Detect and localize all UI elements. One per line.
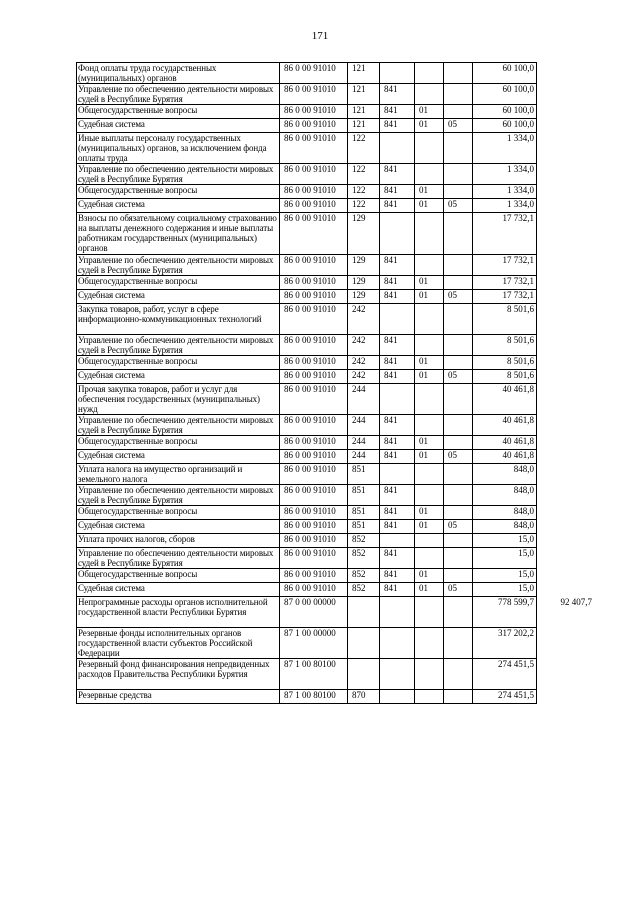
row-expense-type: 244	[348, 415, 380, 436]
row-expense-type: 129	[348, 255, 380, 276]
row-administrator	[380, 133, 415, 164]
row-expense-type: 244	[348, 384, 380, 415]
table-row	[77, 164, 537, 185]
row-target-code: 87 1 00 80100	[280, 659, 348, 690]
row-subsection	[444, 534, 473, 548]
row-expense-type: 242	[348, 304, 380, 335]
row-expense-type: 851	[348, 506, 380, 520]
row-target-code: 86 0 00 91010	[280, 569, 348, 583]
row-target-code: 86 0 00 91010	[280, 370, 348, 384]
row-administrator: 841	[380, 255, 415, 276]
row-name: Уплата прочих налогов, сборов	[77, 534, 280, 548]
row-section	[415, 597, 444, 628]
row-subsection	[444, 304, 473, 335]
row-expense-type: 129	[348, 213, 380, 255]
row-name: Общегосударственные вопросы	[77, 506, 280, 520]
row-target-code: 86 0 00 91010	[280, 133, 348, 164]
row-amount: 8 501,6	[473, 370, 537, 384]
row-name: Резервные средства	[77, 690, 280, 704]
table-row	[77, 290, 537, 304]
table-row	[77, 659, 537, 690]
row-expense-type: 129	[348, 290, 380, 304]
row-name: Управление по обеспечению деятельности мировых судей в Республике Бурятия	[77, 335, 280, 356]
row-name: Прочая закупка товаров, работ и услуг для обеспечения государственных (муниципальных) нужд	[77, 384, 280, 415]
table-row	[77, 548, 537, 569]
row-administrator: 841	[380, 415, 415, 436]
table-row	[77, 506, 537, 520]
row-amount: 40 461,8	[473, 384, 537, 415]
row-name: Фонд оплаты труда государственных (муниципальных) органов	[77, 63, 280, 84]
row-amount: 40 461,8	[473, 415, 537, 436]
row-target-code: 87 1 00 00000	[280, 628, 348, 659]
table-row	[77, 84, 537, 105]
row-subsection	[444, 255, 473, 276]
row-target-code: 86 0 00 91010	[280, 534, 348, 548]
row-target-code: 86 0 00 91010	[280, 335, 348, 356]
row-target-code: 87 1 00 80100	[280, 690, 348, 704]
table-row	[77, 690, 537, 704]
row-subsection	[444, 213, 473, 255]
row-expense-type: 122	[348, 164, 380, 185]
row-administrator	[380, 63, 415, 84]
row-administrator	[380, 690, 415, 704]
row-target-code: 86 0 00 91010	[280, 199, 348, 213]
row-section	[415, 659, 444, 690]
row-subsection	[444, 597, 473, 628]
row-name: Взносы по обязательному социальному страхованию на выплаты денежного содержания и иные выплаты работникам государственных (муниципальных) органов	[77, 213, 280, 255]
row-name: Судебная система	[77, 119, 280, 133]
row-subsection	[444, 384, 473, 415]
row-name: Судебная система	[77, 583, 280, 597]
row-target-code: 86 0 00 91010	[280, 185, 348, 199]
row-section	[415, 690, 444, 704]
row-amount: 60 100,0	[473, 84, 537, 105]
row-subsection	[444, 548, 473, 569]
row-name: Общегосударственные вопросы	[77, 276, 280, 290]
row-amount: 17 732,1	[473, 255, 537, 276]
row-name: Судебная система	[77, 450, 280, 464]
row-amount: 8 501,6	[473, 304, 537, 335]
row-administrator: 841	[380, 506, 415, 520]
table-row	[77, 335, 537, 356]
row-name: Общегосударственные вопросы	[77, 185, 280, 199]
row-expense-type: 121	[348, 63, 380, 84]
row-name: Управление по обеспечению деятельности мировых судей в Республике Бурятия	[77, 548, 280, 569]
row-amount: 1 334,0	[473, 199, 537, 213]
row-section: 01	[415, 290, 444, 304]
row-section	[415, 628, 444, 659]
table-row	[77, 450, 537, 464]
table-row	[77, 520, 537, 534]
row-administrator	[380, 534, 415, 548]
row-target-code: 86 0 00 91010	[280, 450, 348, 464]
row-subsection: 05	[444, 199, 473, 213]
row-name: Уплата налога на имущество организаций и земельного налога	[77, 464, 280, 485]
table-row	[77, 199, 537, 213]
table-row	[77, 534, 537, 548]
row-administrator: 841	[380, 119, 415, 133]
table-row	[77, 255, 537, 276]
row-amount: 17 732,1	[473, 290, 537, 304]
table-row	[77, 133, 537, 164]
row-amount: 274 451,5	[473, 659, 537, 690]
row-subsection	[444, 63, 473, 84]
row-name: Непрограммные расходы органов исполнительной государственной власти Республики Бурятия	[77, 597, 280, 628]
row-amount: 60 100,0	[473, 119, 537, 133]
row-amount: 848,0	[473, 485, 537, 506]
row-subsection	[444, 485, 473, 506]
row-amount: 1 334,0	[473, 164, 537, 185]
row-section	[415, 485, 444, 506]
row-amount: 848,0	[473, 520, 537, 534]
row-target-code: 86 0 00 91010	[280, 304, 348, 335]
row-target-code: 86 0 00 91010	[280, 255, 348, 276]
row-administrator	[380, 597, 415, 628]
row-expense-type: 852	[348, 548, 380, 569]
table-row	[77, 185, 537, 199]
row-amount: 60 100,0	[473, 105, 537, 119]
row-amount: 8 501,6	[473, 335, 537, 356]
row-amount: 40 461,8	[473, 450, 537, 464]
row-section	[415, 164, 444, 185]
row-administrator	[380, 464, 415, 485]
row-expense-type: 121	[348, 105, 380, 119]
row-administrator: 841	[380, 436, 415, 450]
row-administrator: 841	[380, 185, 415, 199]
row-target-code: 86 0 00 91010	[280, 105, 348, 119]
row-subsection	[444, 659, 473, 690]
row-name: Общегосударственные вопросы	[77, 105, 280, 119]
row-name: Судебная система	[77, 290, 280, 304]
table-row	[77, 119, 537, 133]
row-section: 01	[415, 356, 444, 370]
row-section: 01	[415, 506, 444, 520]
row-expense-type: 122	[348, 199, 380, 213]
table-row	[77, 370, 537, 384]
row-name: Судебная система	[77, 370, 280, 384]
row-expense-type: 870	[348, 690, 380, 704]
row-subsection	[444, 569, 473, 583]
row-administrator: 841	[380, 276, 415, 290]
row-subsection	[444, 628, 473, 659]
row-target-code: 86 0 00 91010	[280, 63, 348, 84]
row-section	[415, 255, 444, 276]
row-subsection	[444, 84, 473, 105]
table-row	[77, 583, 537, 597]
budget-table-body	[77, 63, 537, 704]
row-section	[415, 534, 444, 548]
row-amount: 848,0	[473, 506, 537, 520]
row-administrator: 841	[380, 548, 415, 569]
row-name: Судебная система	[77, 520, 280, 534]
row-target-code: 86 0 00 91010	[280, 384, 348, 415]
row-section	[415, 213, 444, 255]
row-section: 01	[415, 105, 444, 119]
row-section: 01	[415, 569, 444, 583]
row-amount: 1 334,0	[473, 133, 537, 164]
row-expense-type: 129	[348, 276, 380, 290]
table-row	[77, 356, 537, 370]
row-subsection	[444, 185, 473, 199]
row-target-code: 86 0 00 91010	[280, 356, 348, 370]
row-subsection: 05	[444, 450, 473, 464]
row-name: Общегосударственные вопросы	[77, 356, 280, 370]
row-section: 01	[415, 583, 444, 597]
row-subsection	[444, 690, 473, 704]
row-administrator	[380, 628, 415, 659]
row-section: 01	[415, 520, 444, 534]
row-section: 01	[415, 276, 444, 290]
row-subsection	[444, 335, 473, 356]
row-amount: 317 202,2	[473, 628, 537, 659]
row-administrator: 841	[380, 583, 415, 597]
row-section: 01	[415, 436, 444, 450]
row-target-code: 86 0 00 91010	[280, 290, 348, 304]
table-row	[77, 63, 537, 84]
row-administrator	[380, 304, 415, 335]
extra-column-value: 92 407,7	[560, 596, 592, 607]
row-expense-type: 122	[348, 133, 380, 164]
row-subsection: 05	[444, 520, 473, 534]
row-subsection	[444, 133, 473, 164]
row-target-code: 86 0 00 91010	[280, 119, 348, 133]
row-subsection	[444, 276, 473, 290]
row-target-code: 86 0 00 91010	[280, 464, 348, 485]
row-name: Иные выплаты персоналу государственных (муниципальных) органов, за исключением фонда оплаты труда	[77, 133, 280, 164]
row-section	[415, 384, 444, 415]
table-row	[77, 304, 537, 335]
row-administrator: 841	[380, 569, 415, 583]
row-administrator: 841	[380, 335, 415, 356]
row-expense-type: 851	[348, 520, 380, 534]
row-amount: 15,0	[473, 548, 537, 569]
row-administrator: 841	[380, 370, 415, 384]
row-expense-type: 852	[348, 569, 380, 583]
row-expense-type: 121	[348, 84, 380, 105]
row-expense-type: 121	[348, 119, 380, 133]
row-section	[415, 133, 444, 164]
row-expense-type: 242	[348, 356, 380, 370]
table-row	[77, 213, 537, 255]
table-row	[77, 384, 537, 415]
row-amount: 8 501,6	[473, 356, 537, 370]
row-expense-type: 122	[348, 185, 380, 199]
row-section	[415, 84, 444, 105]
row-name: Закупка товаров, работ, услуг в сфере информационно-коммуникационных технологий	[77, 304, 280, 335]
row-section: 01	[415, 199, 444, 213]
row-amount: 848,0	[473, 464, 537, 485]
row-administrator: 841	[380, 485, 415, 506]
row-subsection: 05	[444, 583, 473, 597]
table-row	[77, 597, 537, 628]
row-subsection	[444, 105, 473, 119]
row-subsection	[444, 356, 473, 370]
row-expense-type: 851	[348, 464, 380, 485]
row-expense-type	[348, 597, 380, 628]
row-administrator: 841	[380, 199, 415, 213]
row-subsection	[444, 506, 473, 520]
row-name: Управление по обеспечению деятельности мировых судей в Республике Бурятия	[77, 255, 280, 276]
row-target-code: 86 0 00 91010	[280, 583, 348, 597]
table-row	[77, 276, 537, 290]
row-subsection: 05	[444, 290, 473, 304]
table-row	[77, 485, 537, 506]
row-amount: 15,0	[473, 583, 537, 597]
row-section: 01	[415, 185, 444, 199]
row-amount: 274 451,5	[473, 690, 537, 704]
row-administrator: 841	[380, 290, 415, 304]
row-subsection	[444, 436, 473, 450]
row-section	[415, 63, 444, 84]
row-expense-type: 242	[348, 370, 380, 384]
page-number: 171	[311, 30, 329, 42]
row-administrator: 841	[380, 520, 415, 534]
row-target-code: 86 0 00 91010	[280, 276, 348, 290]
budget-table	[76, 62, 537, 704]
row-name: Общегосударственные вопросы	[77, 436, 280, 450]
row-administrator	[380, 384, 415, 415]
table-row	[77, 436, 537, 450]
row-target-code: 86 0 00 91010	[280, 485, 348, 506]
row-name: Общегосударственные вопросы	[77, 569, 280, 583]
row-section: 01	[415, 370, 444, 384]
row-amount: 15,0	[473, 534, 537, 548]
row-name: Управление по обеспечению деятельности мировых судей в Республике Бурятия	[77, 415, 280, 436]
row-expense-type: 852	[348, 583, 380, 597]
row-target-code: 86 0 00 91010	[280, 506, 348, 520]
row-expense-type: 852	[348, 534, 380, 548]
row-subsection: 05	[444, 370, 473, 384]
row-target-code: 86 0 00 91010	[280, 164, 348, 185]
row-amount: 40 461,8	[473, 436, 537, 450]
row-section	[415, 464, 444, 485]
table-row	[77, 569, 537, 583]
row-administrator	[380, 659, 415, 690]
row-expense-type: 244	[348, 450, 380, 464]
row-amount: 1 334,0	[473, 185, 537, 199]
row-expense-type: 242	[348, 335, 380, 356]
row-administrator: 841	[380, 450, 415, 464]
table-row	[77, 415, 537, 436]
row-target-code: 86 0 00 91010	[280, 213, 348, 255]
row-target-code: 86 0 00 91010	[280, 436, 348, 450]
table-row	[77, 105, 537, 119]
row-expense-type	[348, 659, 380, 690]
row-name: Управление по обеспечению деятельности мировых судей в Республике Бурятия	[77, 84, 280, 105]
row-section: 01	[415, 450, 444, 464]
row-name: Резервные фонды исполнительных органов государственной власти субъектов Российской Федерации	[77, 628, 280, 659]
row-section	[415, 548, 444, 569]
row-name: Судебная система	[77, 199, 280, 213]
row-amount: 15,0	[473, 569, 537, 583]
row-target-code: 86 0 00 91010	[280, 84, 348, 105]
row-expense-type: 244	[348, 436, 380, 450]
row-target-code: 86 0 00 91010	[280, 415, 348, 436]
row-subsection	[444, 415, 473, 436]
row-section	[415, 304, 444, 335]
table-row	[77, 628, 537, 659]
row-name: Резервный фонд финансирования непредвиденных расходов Правительства Республики Бурятия	[77, 659, 280, 690]
row-section	[415, 335, 444, 356]
row-administrator: 841	[380, 356, 415, 370]
row-amount: 778 599,7	[473, 597, 537, 628]
row-subsection	[444, 164, 473, 185]
row-expense-type: 851	[348, 485, 380, 506]
row-administrator: 841	[380, 84, 415, 105]
row-target-code: 87 0 00 00000	[280, 597, 348, 628]
row-subsection: 05	[444, 119, 473, 133]
table-row	[77, 464, 537, 485]
row-administrator: 841	[380, 164, 415, 185]
row-section	[415, 415, 444, 436]
row-amount: 17 732,1	[473, 213, 537, 255]
row-administrator: 841	[380, 105, 415, 119]
row-name: Управление по обеспечению деятельности мировых судей в Республике Бурятия	[77, 164, 280, 185]
row-target-code: 86 0 00 91010	[280, 520, 348, 534]
row-expense-type	[348, 628, 380, 659]
row-name: Управление по обеспечению деятельности мировых судей в Республике Бурятия	[77, 485, 280, 506]
row-administrator	[380, 213, 415, 255]
row-section: 01	[415, 119, 444, 133]
row-target-code: 86 0 00 91010	[280, 548, 348, 569]
row-subsection	[444, 464, 473, 485]
row-amount: 60 100,0	[473, 63, 537, 84]
row-amount: 17 732,1	[473, 276, 537, 290]
